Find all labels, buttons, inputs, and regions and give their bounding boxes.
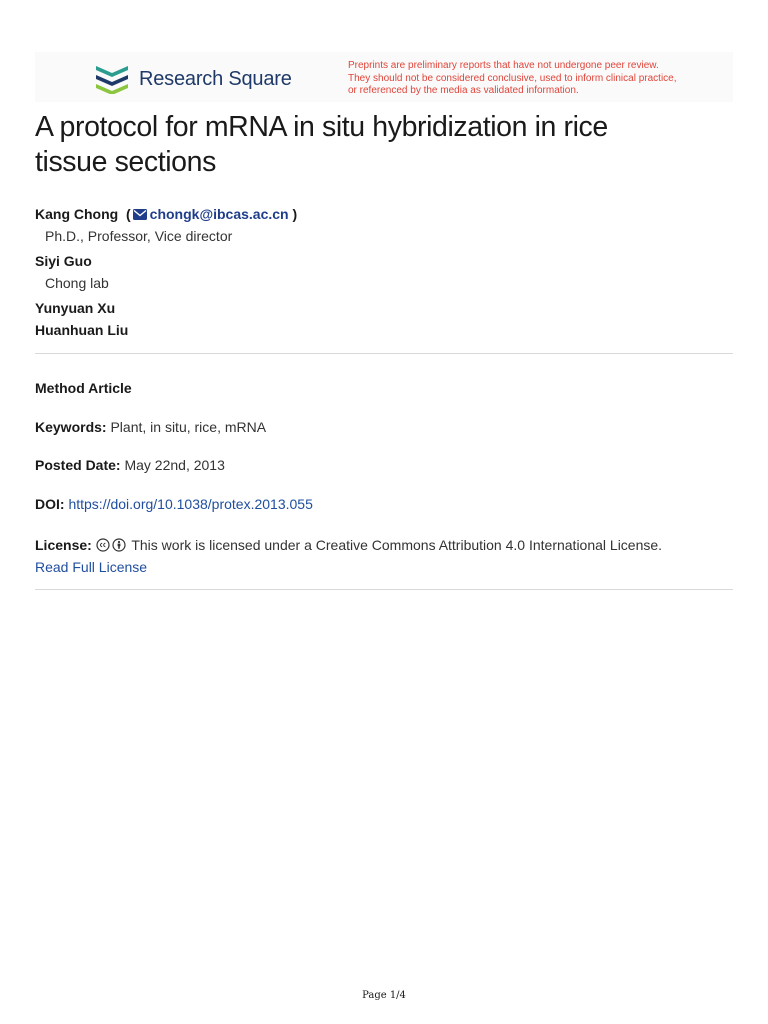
- title-line: A protocol for mRNA in situ hybridization in rice: [35, 111, 608, 143]
- attribution-icon: [112, 538, 126, 552]
- close-paren: ): [292, 206, 298, 222]
- open-paren: (: [122, 206, 131, 222]
- page-number: Page 1/4: [362, 990, 406, 1001]
- keywords-label: Keywords:: [35, 419, 107, 435]
- research-square-logo-icon: [94, 64, 130, 94]
- notice-line: They should not be considered conclusive, used to inform clinical practice,: [348, 72, 677, 84]
- preprint-notice: [348, 60, 728, 98]
- author-list: [35, 203, 735, 341]
- author-entry: [35, 250, 735, 272]
- author-affiliation: Chong lab: [45, 275, 109, 291]
- notice-line: Preprints are preliminary reports that have not undergone peer review.: [348, 60, 659, 71]
- title-line: tissue sections: [35, 146, 216, 178]
- author-name: Huanhuan Liu: [35, 322, 129, 338]
- author-entry: [35, 297, 735, 319]
- posted-date-value: May 22nd, 2013: [124, 457, 225, 473]
- keywords-row: [35, 417, 735, 437]
- doi-link[interactable]: https://doi.org/10.1038/protex.2013.055: [68, 496, 313, 512]
- author-entry: [35, 203, 735, 225]
- article-type: [35, 378, 735, 398]
- doi-row: [35, 494, 735, 514]
- posted-date-row: [35, 455, 735, 475]
- creative-commons-icon: [96, 538, 110, 552]
- license-row: [35, 534, 735, 578]
- notice-line: or referenced by the media as validated information.: [348, 85, 579, 96]
- license-label: License:: [35, 537, 92, 553]
- author-name: Kang Chong: [35, 206, 119, 222]
- divider: [35, 353, 733, 354]
- brand-name: Research Square: [139, 67, 292, 90]
- read-full-license-link[interactable]: Read Full License: [35, 559, 148, 575]
- author-email-link[interactable]: chongk@ibcas.ac.cn: [149, 206, 289, 222]
- author-name: Siyi Guo: [35, 253, 92, 269]
- author-entry: [35, 319, 735, 341]
- doi-label: DOI:: [35, 496, 65, 512]
- article-type-label: Method Article: [35, 380, 132, 396]
- license-text: This work is licensed under a Creative Commons Attribution 4.0 International License.: [131, 537, 663, 553]
- author-affiliation: Ph.D., Professor, Vice director: [45, 228, 233, 244]
- keywords-value: Plant, in situ, rice, mRNA: [110, 419, 267, 435]
- research-square-logo[interactable]: [94, 64, 292, 94]
- author-name: Yunyuan Xu: [35, 300, 116, 316]
- envelope-icon: [133, 209, 147, 220]
- posted-date-label: Posted Date:: [35, 457, 121, 473]
- divider: [35, 589, 733, 590]
- article-title: [35, 110, 735, 180]
